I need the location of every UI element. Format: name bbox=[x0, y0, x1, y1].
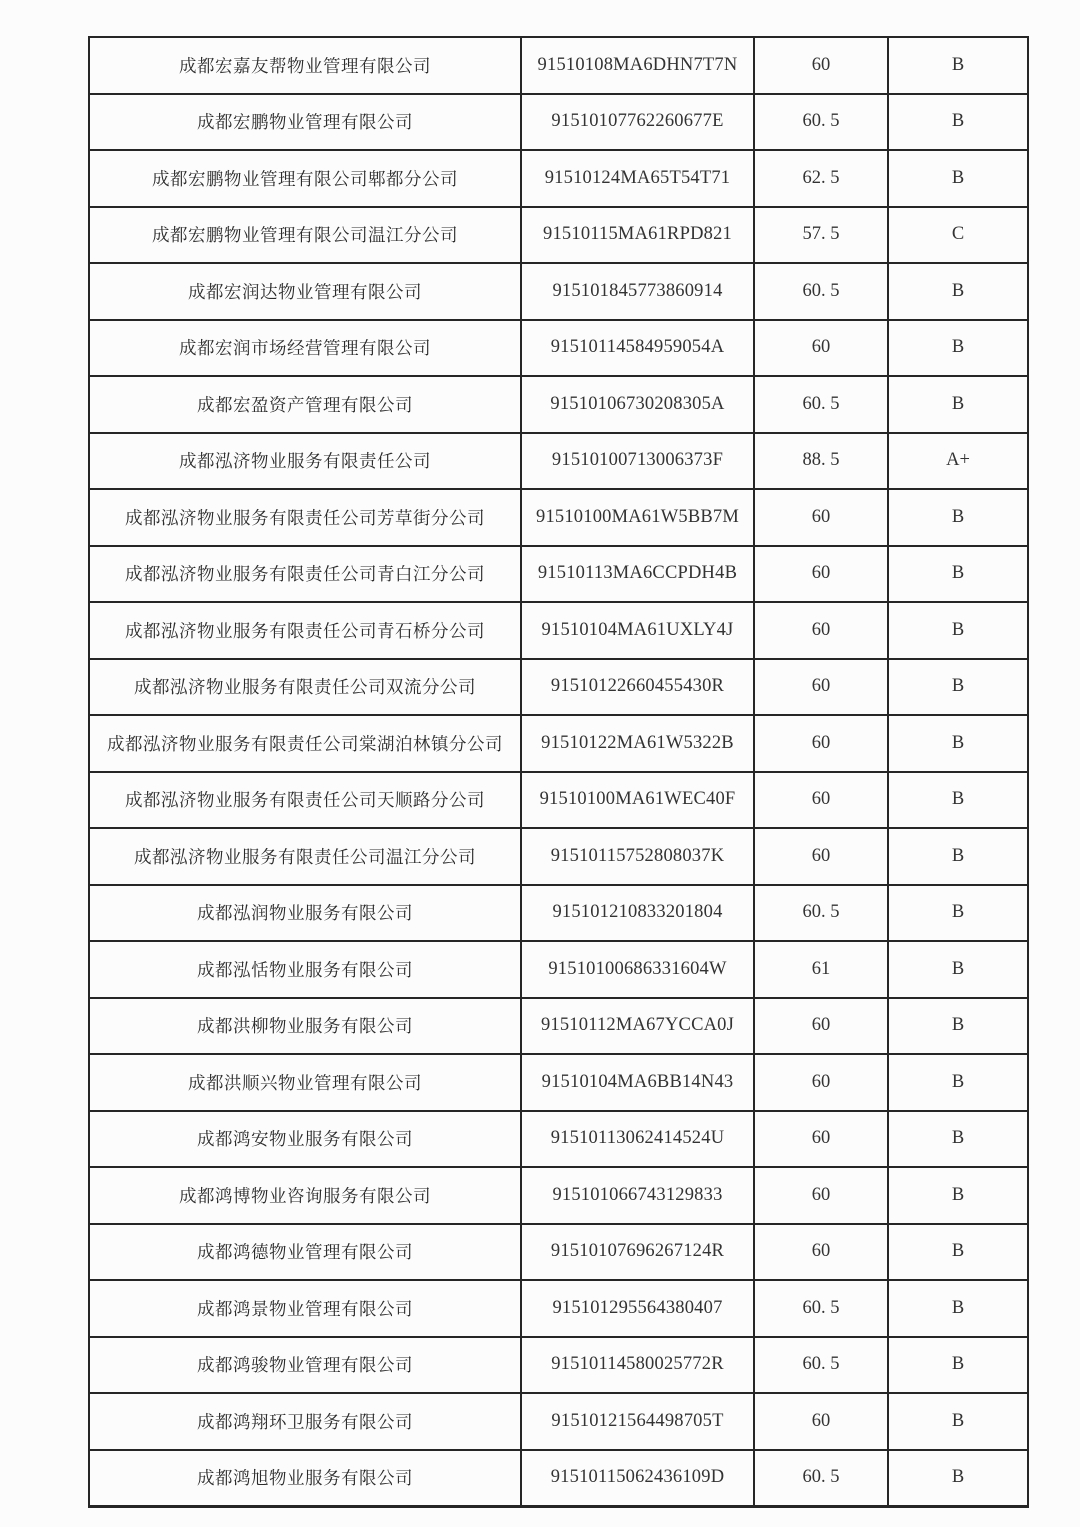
credit-code-cell: 91510124MA65T54T71 bbox=[522, 151, 755, 206]
rating-table bbox=[88, 36, 1029, 1508]
credit-code-cell: 91510100686331604W bbox=[522, 942, 755, 997]
table-row bbox=[90, 1112, 1027, 1169]
score-cell: 60 bbox=[755, 547, 889, 602]
company-name-cell: 成都鸿翔环卫服务有限公司 bbox=[90, 1394, 522, 1449]
credit-code-cell: 91510104MA6BB14N43 bbox=[522, 1055, 755, 1110]
score-cell: 62. 5 bbox=[755, 151, 889, 206]
score-cell: 60 bbox=[755, 716, 889, 771]
grade-cell: C bbox=[951, 224, 965, 245]
table-row bbox=[90, 434, 1027, 491]
grade-cell: B bbox=[951, 1467, 965, 1488]
grade-cell: B bbox=[951, 1071, 965, 1092]
company-name-cell: 成都泓济物业服务有限责任公司青石桥分公司 bbox=[90, 603, 522, 658]
table-row bbox=[90, 95, 1027, 152]
score-cell: 60 bbox=[755, 1225, 889, 1280]
score-cell: 60. 5 bbox=[755, 886, 889, 941]
table-row bbox=[90, 264, 1027, 321]
table-body bbox=[90, 38, 1027, 1505]
credit-code-cell: 91510115062436109D bbox=[522, 1451, 755, 1506]
company-name-cell: 成都泓济物业服务有限责任公司青白江分公司 bbox=[90, 547, 522, 602]
table-row bbox=[90, 547, 1027, 604]
credit-code-cell: 915101295564380407 bbox=[522, 1281, 755, 1336]
company-name-cell: 成都洪顺兴物业管理有限公司 bbox=[90, 1055, 522, 1110]
grade-cell: B bbox=[951, 337, 965, 358]
table-row bbox=[90, 321, 1027, 378]
score-cell: 60. 5 bbox=[755, 377, 889, 432]
credit-code-cell: 91510107696267124R bbox=[522, 1225, 755, 1280]
company-name-cell: 成都宏鹏物业管理有限公司温江分公司 bbox=[90, 208, 522, 263]
table-row bbox=[90, 1055, 1027, 1112]
grade-cell: B bbox=[951, 1297, 965, 1318]
table-row bbox=[90, 1338, 1027, 1395]
credit-code-cell: 91510108MA6DHN7T7N bbox=[522, 38, 755, 93]
table-row bbox=[90, 773, 1027, 830]
credit-code-cell: 91510106730208305A bbox=[522, 377, 755, 432]
company-name-cell: 成都泓济物业服务有限责任公司天顺路分公司 bbox=[90, 773, 522, 828]
score-cell: 60 bbox=[755, 490, 889, 545]
company-name-cell: 成都泓济物业服务有限责任公司 bbox=[90, 434, 522, 489]
table-row bbox=[90, 1281, 1027, 1338]
score-cell: 60 bbox=[755, 660, 889, 715]
grade-cell: B bbox=[951, 563, 965, 584]
credit-code-cell: 91510115MA61RPD821 bbox=[522, 208, 755, 263]
grade-cell: B bbox=[951, 1410, 965, 1431]
company-name-cell: 成都泓济物业服务有限责任公司棠湖泊林镇分公司 bbox=[90, 716, 522, 771]
table-row bbox=[90, 1225, 1027, 1282]
score-cell: 57. 5 bbox=[755, 208, 889, 263]
grade-cell: B bbox=[951, 1128, 965, 1149]
table-row bbox=[90, 377, 1027, 434]
credit-code-cell: 91510100MA61W5BB7M bbox=[522, 490, 755, 545]
score-cell: 60 bbox=[755, 1112, 889, 1167]
grade-cell: A+ bbox=[946, 450, 970, 471]
table-row bbox=[90, 151, 1027, 208]
score-cell: 60 bbox=[755, 321, 889, 376]
credit-code-cell: 91510121564498705T bbox=[522, 1394, 755, 1449]
company-name-cell: 成都泓润物业服务有限公司 bbox=[90, 886, 522, 941]
score-cell: 60 bbox=[755, 773, 889, 828]
company-name-cell: 成都鸿安物业服务有限公司 bbox=[90, 1112, 522, 1167]
company-name-cell: 成都宏盈资产管理有限公司 bbox=[90, 377, 522, 432]
score-cell: 60 bbox=[755, 1168, 889, 1223]
credit-code-cell: 91510115752808037K bbox=[522, 829, 755, 884]
score-cell: 60 bbox=[755, 38, 889, 93]
grade-cell: B bbox=[951, 1354, 965, 1375]
company-name-cell: 成都泓济物业服务有限责任公司温江分公司 bbox=[90, 829, 522, 884]
grade-cell: B bbox=[951, 506, 965, 527]
grade-cell: B bbox=[951, 958, 965, 979]
company-name-cell: 成都宏鹏物业管理有限公司 bbox=[90, 95, 522, 150]
credit-code-cell: 91510122MA61W5322B bbox=[522, 716, 755, 771]
grade-cell: B bbox=[951, 732, 965, 753]
table-row bbox=[90, 490, 1027, 547]
grade-cell: B bbox=[951, 54, 965, 75]
grade-cell: B bbox=[951, 1241, 965, 1262]
table-row bbox=[90, 716, 1027, 773]
score-cell: 60 bbox=[755, 1394, 889, 1449]
credit-code-cell: 91510112MA67YCCA0J bbox=[522, 999, 755, 1054]
grade-cell: B bbox=[951, 1015, 965, 1036]
table-row bbox=[90, 660, 1027, 717]
company-name-cell: 成都鸿骏物业管理有限公司 bbox=[90, 1338, 522, 1393]
table-row bbox=[90, 1451, 1027, 1506]
credit-code-cell: 91510114584959054A bbox=[522, 321, 755, 376]
score-cell: 60. 5 bbox=[755, 1451, 889, 1506]
score-cell: 60. 5 bbox=[755, 1281, 889, 1336]
table-row bbox=[90, 1168, 1027, 1225]
company-name-cell: 成都鸿博物业咨询服务有限公司 bbox=[90, 1168, 522, 1223]
score-cell: 88. 5 bbox=[755, 434, 889, 489]
grade-cell: B bbox=[951, 111, 965, 132]
company-name-cell: 成都鸿景物业管理有限公司 bbox=[90, 1281, 522, 1336]
grade-cell: B bbox=[951, 845, 965, 866]
table-row bbox=[90, 999, 1027, 1056]
score-cell: 60 bbox=[755, 829, 889, 884]
grade-cell: B bbox=[951, 280, 965, 301]
score-cell: 60. 5 bbox=[755, 1338, 889, 1393]
credit-code-cell: 91510113062414524U bbox=[522, 1112, 755, 1167]
table-row bbox=[90, 603, 1027, 660]
table-row bbox=[90, 886, 1027, 943]
credit-code-cell: 91510100713006373F bbox=[522, 434, 755, 489]
company-name-cell: 成都鸿旭物业服务有限公司 bbox=[90, 1451, 522, 1506]
score-cell: 60 bbox=[755, 1055, 889, 1110]
score-cell: 61 bbox=[755, 942, 889, 997]
company-name-cell: 成都宏嘉友帮物业管理有限公司 bbox=[90, 38, 522, 93]
grade-cell: B bbox=[951, 902, 965, 923]
table-row bbox=[90, 38, 1027, 95]
grade-cell: B bbox=[951, 676, 965, 697]
credit-code-cell: 91510107762260677E bbox=[522, 95, 755, 150]
company-name-cell: 成都鸿德物业管理有限公司 bbox=[90, 1225, 522, 1280]
company-name-cell: 成都宏润达物业管理有限公司 bbox=[90, 264, 522, 319]
company-name-cell: 成都洪柳物业服务有限公司 bbox=[90, 999, 522, 1054]
score-cell: 60. 5 bbox=[755, 95, 889, 150]
credit-code-cell: 91510113MA6CCPDH4B bbox=[522, 547, 755, 602]
credit-code-cell: 915101066743129833 bbox=[522, 1168, 755, 1223]
company-name-cell: 成都泓济物业服务有限责任公司芳草街分公司 bbox=[90, 490, 522, 545]
credit-code-cell: 915101845773860914 bbox=[522, 264, 755, 319]
table-row bbox=[90, 829, 1027, 886]
credit-code-cell: 91510122660455430R bbox=[522, 660, 755, 715]
table-row bbox=[90, 1394, 1027, 1451]
credit-code-cell: 915101210833201804 bbox=[522, 886, 755, 941]
credit-code-cell: 91510114580025772R bbox=[522, 1338, 755, 1393]
company-name-cell: 成都泓恬物业服务有限公司 bbox=[90, 942, 522, 997]
credit-code-cell: 91510104MA61UXLY4J bbox=[522, 603, 755, 658]
score-cell: 60 bbox=[755, 603, 889, 658]
grade-cell: B bbox=[951, 393, 965, 414]
grade-cell: B bbox=[951, 619, 965, 640]
grade-cell: B bbox=[951, 167, 965, 188]
table-row bbox=[90, 942, 1027, 999]
score-cell: 60 bbox=[755, 999, 889, 1054]
grade-cell: B bbox=[951, 789, 965, 810]
company-name-cell: 成都宏润市场经营管理有限公司 bbox=[90, 321, 522, 376]
table-row bbox=[90, 208, 1027, 265]
score-cell: 60. 5 bbox=[755, 264, 889, 319]
company-name-cell: 成都泓济物业服务有限责任公司双流分公司 bbox=[90, 660, 522, 715]
credit-code-cell: 91510100MA61WEC40F bbox=[522, 773, 755, 828]
grade-cell: B bbox=[951, 1184, 965, 1205]
company-name-cell: 成都宏鹏物业管理有限公司郫都分公司 bbox=[90, 151, 522, 206]
